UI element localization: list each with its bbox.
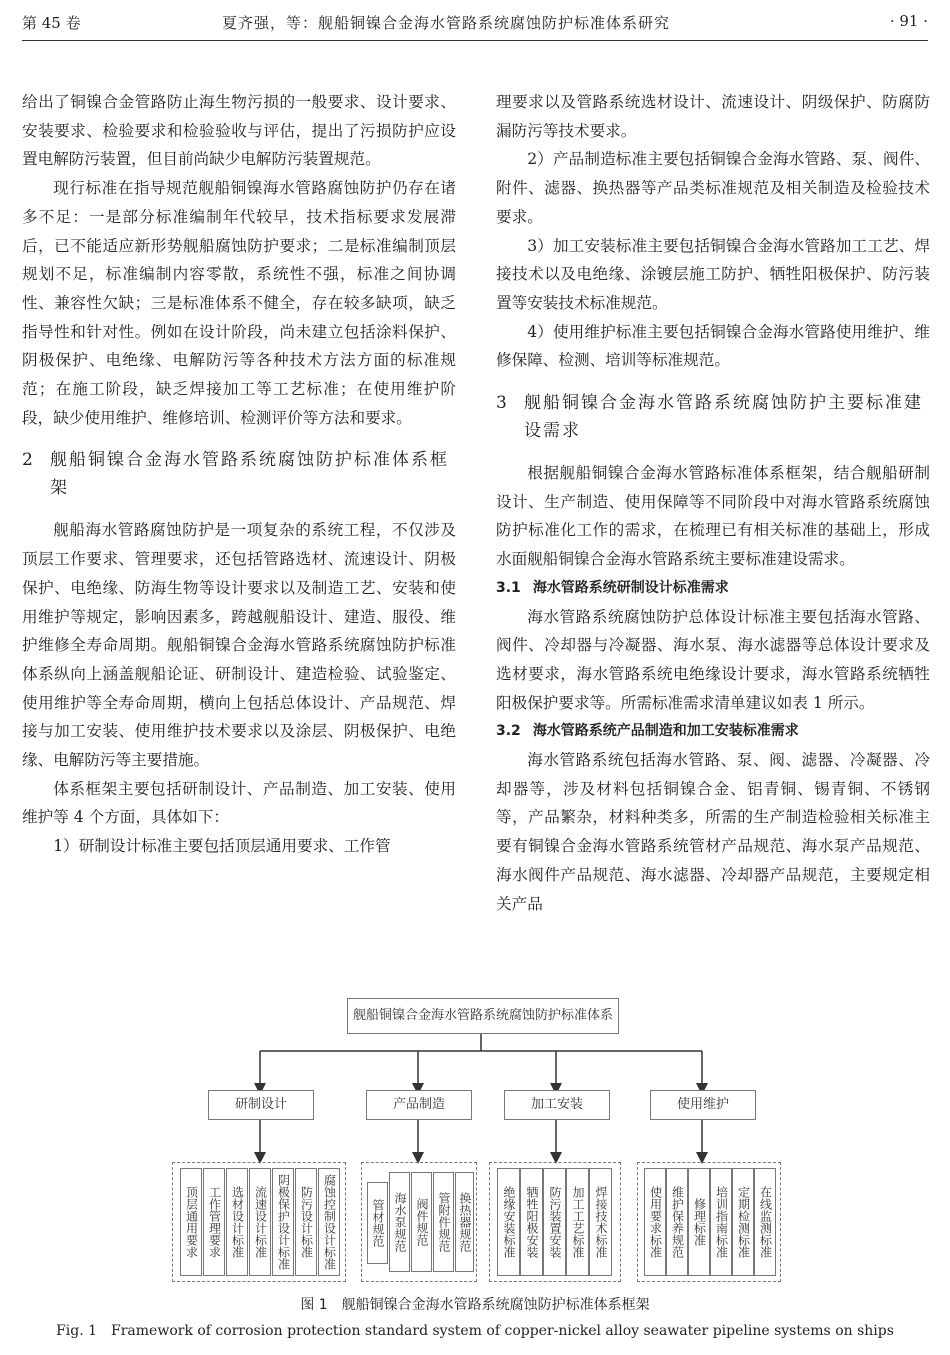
paragraph: 4）使用维护标准主要包括铜镍合金海水管路使用维护、维修保障、检测、培训等标准规范。 (496, 322, 930, 370)
leaf-node: 海水泵规范 (389, 1172, 410, 1272)
running-title: 夏齐强，等：舰船铜镍合金海水管路系统腐蚀防护标准体系研究 (222, 14, 671, 32)
subsection-3-1-heading (496, 574, 930, 603)
leaf-node: 阴极保护设计标准 (272, 1168, 294, 1276)
paragraph: 3）加工安装标准主要包括铜镍合金海水管路加工工艺、焊接技术以及电绝缘、涂镀层施工防护、牺牲阳极保护、防污装置等安装技术标准规范。 (496, 236, 930, 312)
page-number: · 91 · (889, 12, 928, 30)
header-rule (22, 40, 928, 41)
leaf-node: 顶层通用要求 (180, 1168, 202, 1276)
leaf-node: 牺牲阳极安装 (520, 1168, 543, 1276)
leaf-node: 流速设计标准 (249, 1168, 271, 1276)
leaf-node: 选材设计标准 (226, 1168, 248, 1276)
category-node-installation: 加工安装 (504, 1090, 610, 1120)
subsection-title: 海水管路系统研制设计标准需求 (532, 579, 729, 596)
paragraph: 2）产品制造标准主要包括铜镍合金海水管路、泵、阀件、附件、滤器、换热器等产品类标准规范及相关制造及检验技术要求。 (496, 150, 930, 226)
leaf-node: 阀件规范 (411, 1172, 432, 1272)
leaf-node: 使用要求标准 (644, 1168, 666, 1276)
subsection-number: 3.2 (496, 723, 521, 740)
paragraph: 根据舰船铜镍合金海水管路标准体系框架，结合舰船研制设计、生产制造、使用保障等不同阶段中对海水管路系统腐蚀防护标准化工作的需求，在梳理已有相关标准的基础上，形成水面舰船铜镍合金海水管路系统主要标准建设需求。 (496, 464, 930, 569)
leaf-node: 培训指南标准 (710, 1168, 732, 1276)
leaf-node: 绝缘安装标准 (497, 1168, 520, 1276)
section-3-heading (496, 389, 930, 445)
paragraph: 体系框架主要包括研制设计、产品制造、加工安装、使用维护等 4 个方面，具体如下： (22, 779, 456, 827)
subsection-title: 海水管路系统产品制造和加工安装标准需求 (532, 723, 799, 740)
right-column (496, 88, 930, 918)
paragraph: 现行标准在指导规范舰船铜镍海水管路腐蚀防护仍存在诸多不足：一是部分标准编制年代较早，技术指标要求发展滞后，已不能适应新形势舰船腐蚀防护要求；二是标准编制顶层规划不足，标准编制内容零散，系统性不强，标准之间协调性、兼容性欠缺；三是标准体系不健全，存在较多缺项，缺乏指导性和针对性。例如在设计阶段，尚未建立包括涂料保护、阴极保护、电绝缘、电解防污等各种技术方法方面的标准规范；在施工阶段，缺乏焊接加工等工艺标准；在使用维护阶段，缺少使用维护、维修培训、检测评价等方法和要求。 (22, 179, 456, 427)
root-node: 舰船铜镍合金海水管路系统腐蚀防护标准体系 (347, 998, 619, 1034)
figure-caption-english: Fig. 1 Framework of corrosion protection standard system of copper-nickel alloy seawater pipeline systems on ships (56, 1323, 894, 1339)
category-node-design: 研制设计 (208, 1090, 314, 1120)
framework-figure (0, 996, 950, 1316)
paragraph: 理要求以及管路系统选材设计、流速设计、阴级保护、防腐防漏防污等技术要求。 (496, 93, 930, 140)
paragraph: 1）研制设计标准主要包括顶层通用要求、工作管 (53, 837, 391, 856)
leaf-node: 在线监测标准 (754, 1168, 776, 1276)
subsection-3-2-heading (496, 717, 930, 746)
section-title: 舰船铜镍合金海水管路系统腐蚀防护标准体系框架 (50, 450, 449, 499)
leaf-node: 定期检测标准 (732, 1168, 754, 1276)
leaf-node: 修理标准 (688, 1168, 710, 1276)
section-2-heading (22, 446, 456, 502)
leaf-node: 加工工艺标准 (566, 1168, 589, 1276)
paragraph: 给出了铜镍合金管路防止海生物污损的一般要求、设计要求、安装要求、检验要求和检验验收与评估，提出了污损防护应设置电解防污装置，但目前尚缺少电解防污装置规范。 (22, 93, 456, 169)
category-node-manufacture: 产品制造 (366, 1090, 472, 1120)
section-number: 3 (496, 393, 509, 414)
leaf-node: 腐蚀控制设计标准 (318, 1168, 340, 1276)
category-node-maintenance: 使用维护 (650, 1090, 756, 1120)
leaf-node: 防污装置安装 (543, 1168, 566, 1276)
section-title: 舰船铜镍合金海水管路系统腐蚀防护主要标准建设需求 (524, 393, 923, 442)
leaf-node: 维护保养规范 (666, 1168, 688, 1276)
page-header (0, 0, 950, 40)
section-number: 2 (22, 450, 35, 471)
leaf-node: 工作管理要求 (203, 1168, 225, 1276)
paragraph: 舰船海水管路腐蚀防护是一项复杂的系统工程，不仅涉及顶层工作要求、管理要求，还包括管路选材、流速设计、阴极保护、电绝缘、防海生物等设计要求以及制造工艺、安装和使用维护等规定，影响因素多，跨越舰船设计、建造、服役、维护维修全寿命周期。舰船铜镍合金海水管路系统腐蚀防护标准体系纵向上涵盖舰船论证、研制设计、建造检验、试验鉴定、使用维护等全寿命周期，横向上包括总体设计、产品规范、焊接与加工安装、使用维护技术要求以及涂层、阴极保护、电绝缘、电解防污等主要措施。 (22, 521, 456, 770)
leaf-node: 换热器规范 (455, 1172, 474, 1272)
left-column (22, 88, 456, 861)
figure-caption-chinese: 图 1 舰船铜镍合金海水管路系统腐蚀防护标准体系框架 (300, 1297, 650, 1313)
leaf-node: 焊接技术标准 (589, 1168, 612, 1276)
paragraph: 海水管路系统腐蚀防护总体设计标准主要包括海水管路、阀件、冷却器与冷凝器、海水泵、海水滤器等总体设计要求及选材要求，海水管路系统电绝缘设计要求，海水管路系统牺牲阳极保护要求等。所需标准需求清单建议如表 1 所示。 (496, 607, 930, 712)
leaf-node: 管附件规范 (433, 1172, 454, 1272)
leaf-node: 防污设计标准 (295, 1168, 317, 1276)
paragraph: 海水管路系统包括海水管路、泵、阀、滤器、冷凝器、冷却器等，涉及材料包括铜镍合金、铝青铜、锡青铜、不锈钢等，产品繁杂，材料种类多，所需的生产制造检验相关标准主要有铜镍合金海水管路系统管材产品规范、海水泵产品规范、海水阀件产品规范、海水滤器、冷却器产品规范，主要规定相关产品 (496, 751, 930, 913)
volume-label: 第 45 卷 (22, 14, 81, 32)
subsection-number: 3.1 (496, 579, 521, 596)
leaf-node: 管材规范 (367, 1182, 388, 1264)
